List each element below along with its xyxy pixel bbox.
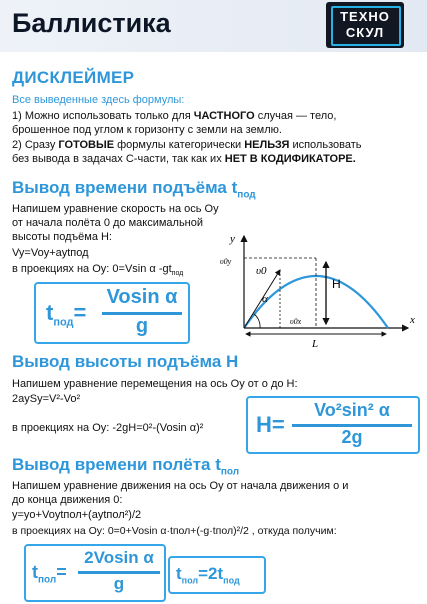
formula3-denominator: g [113, 574, 125, 593]
disclaimer-item2-bold2: НЕЛЬЗЯ [244, 139, 290, 151]
formula-box-t-pod [34, 282, 190, 344]
formula-box-t-pol-2 [168, 556, 266, 594]
formula1-denominator: g [135, 315, 149, 337]
formula3-lhs: $t_{пол}=$ [32, 562, 67, 586]
formula4-t: t [176, 564, 182, 583]
section1-line2: от начала полёта 0 до максимальной [12, 217, 204, 229]
formula2-denominator: 2g [341, 427, 363, 447]
section1-heading-text: Вывод времени подъёма t [12, 178, 238, 197]
alpha-arc [254, 314, 260, 328]
disclaimer-item2-text-b: формулы категорически [114, 139, 245, 151]
disclaimer-item2-line2 [12, 152, 356, 167]
section1-eq2 [12, 262, 183, 281]
formula-box-t-pol [24, 544, 166, 602]
disclaimer-item2 [12, 138, 361, 153]
section2-eq2: в проекциях на Оу: -2gH=0²-(Vosin α)² [12, 422, 204, 434]
section2-eq1: 2aySy=V²-Vo² [12, 393, 81, 405]
section2-heading: Вывод высоты подъёма Н [12, 352, 239, 371]
formula1-lhs: $t_{под}=$ [46, 300, 87, 329]
alpha-label: α [262, 293, 268, 305]
formula1-lhs-t: t [46, 300, 54, 325]
formula4-sub: пол [181, 575, 199, 586]
formula4-rhs-sub: под [223, 575, 240, 586]
section3-eq2: в проекциях на Оу: 0=0+Vosin α·tпол+(-g·tпол)²/2 , откуда получим: [12, 525, 337, 537]
disclaimer-item1-text-b: случая — тело, [254, 110, 337, 122]
formula3-lhs-sub: пол [38, 574, 57, 586]
y-axis-label: y [230, 233, 235, 245]
section1-heading-sub: под [237, 189, 256, 201]
disclaimer-item1-bold: ЧАСТНОГО [193, 110, 255, 122]
l-label: L [312, 338, 319, 350]
section3-eq1: y=yo+Voytпол+(aytпол²)/2 [12, 509, 142, 521]
trajectory-graph [216, 230, 421, 350]
formula1-numerator: Vosin α [106, 286, 178, 308]
section1-line1: Напишем уравнение скорость на ось Оу [12, 203, 219, 215]
disclaimer-item1 [12, 109, 336, 124]
formula4-rhs: =2t [198, 564, 224, 583]
v0x-label: υ0x [290, 317, 302, 326]
section1-eq1: Vy=Voy+aytпод [12, 247, 89, 259]
disclaimer-item1-text-a: 1) Можно использовать только для [12, 110, 194, 122]
section3-heading [12, 455, 239, 477]
disclaimer-item1-line2: брошенное под углом к горизонту с земли на землю. [12, 124, 282, 136]
x-axis-label: x [410, 314, 415, 326]
disclaimer-item2-line2-text: без вывода в задачах С-части, так как их [12, 153, 225, 165]
v0y-label: υ0y [220, 257, 232, 266]
disclaimer-item2-text-c: использовать [289, 139, 362, 151]
formula1-lhs-sub: под [53, 316, 74, 329]
disclaimer-heading: ДИСКЛЕЙМЕР [12, 68, 135, 87]
formula2-lhs: H= [256, 412, 285, 437]
disclaimer-item2-bold1: ГОТОВЫЕ [58, 139, 115, 151]
disclaimer-item2-text-a: 2) Сразу [12, 139, 59, 151]
brand-logo [326, 2, 404, 48]
formula2-numerator: Vo²sin² α [314, 400, 390, 420]
section3-heading-sub: пол [220, 466, 240, 478]
section3-line2: до конца движения 0: [12, 494, 123, 506]
section3-heading-text: Вывод времени полёта t [12, 455, 221, 474]
formula-box-h [246, 396, 420, 454]
disclaimer-subtitle: Все выведенные здесь формулы: [12, 94, 185, 106]
v0-label: υ0 [256, 265, 267, 277]
page-title: Баллистика [12, 8, 171, 38]
logo-line1: ТЕХНО [340, 9, 390, 24]
formula3-numerator: 2Vosin α [84, 548, 154, 567]
section1-eq2-prefix: в проекциях на Оу: 0=V [12, 263, 133, 275]
section3-line1: Напишем уравнение движения на ось Оу от начала движения о и [12, 480, 349, 492]
h-label: H [332, 277, 341, 291]
section2-line1: Напишем уравнение перемещения на ось Оу от о до Н: [12, 378, 298, 390]
section1-eq2-sub: под [171, 270, 184, 278]
logo-line2: СКУЛ [345, 25, 385, 40]
section1-eq2-mid: sin α -gt [132, 263, 172, 275]
formula4-text [176, 564, 240, 585]
section1-line3: высоты подъёма Н: [12, 231, 112, 243]
section1-heading [12, 178, 256, 200]
disclaimer-item2-line2-bold: НЕТ В КОДИФИКАТОРЕ. [224, 153, 356, 165]
formula3-lhs-t: t [32, 562, 38, 582]
